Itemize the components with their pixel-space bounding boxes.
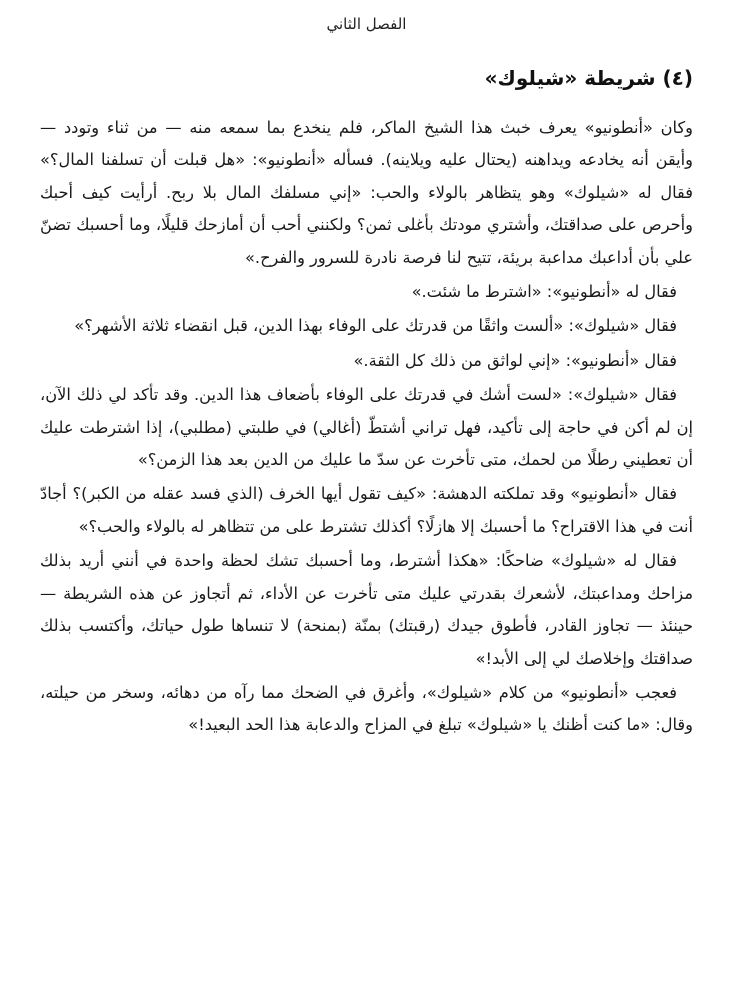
paragraph: فقال «شيلوك»: «لست أشك في قدرتك على الوفاء بأضعاف هذا الدين. وقد تأكد لي ذلك الآن، إن لم أكن في حاجة إلى تأكيد، فهل تراني أشتطّ (أغالي) في طلبتي (مطلبي)، إذا اشترطت عليك أن تعطيني رطلًا من لحمك، متى تأخرت عن سدّ ما عليك من الدين بعد هذا الزمن؟» <box>40 385 693 470</box>
paragraph: فقال له «أنطونيو»: «اشترط ما شئت.» <box>411 282 677 302</box>
paragraph: فقال «أنطونيو»: «إني لواثق من ذلك كل الثقة.» <box>353 350 677 370</box>
section-title: (٤) شريطة «شيلوك» <box>484 66 693 90</box>
body-text <box>40 112 693 744</box>
paragraph: وكان «أنطونيو» يعرف خبث هذا الشيخ الماكر، فلم ينخدع بما سمعه منه — من ثناء وتودد — وأيقن أنه يخادعه ويداهنه (يحتال عليه ويلاينه). فسأله «أنطونيو»: «هل قبلت أن تسلفنا المال؟» فقال له «شيلوك» وهو يتظاهر بالولاء والحب: «إني مسلفك المال بلا ربح. أرأيت كيف أحبك وأحرص على صداقتك، وأشتري مودتك بأغلى ثمن؟ ولكنني أحب أن أمازحك قليلًا، وما أحسبك تضنّ علي بأن أداعبك مداعبة بريئة، تتيح لنا فرصة نادرة للسرور والفرح.» <box>40 118 693 267</box>
paragraph: فقال له «شيلوك» ضاحكًا: «هكذا أشترط، وما أحسبك تشك لحظة واحدة في أنني أريد بذلك مزاحك ومداعبتك، لأشعرك بقدرتي عليك متى تأخرت عن الأداء، ثم أتجاوز عن هذه الشريطة — حينئذ — تجاوز القادر، فأطوق جيدك (رقبتك) بمنّة (بمنحة) لا تنساها طول حياتك، وأكتسب بذلك صداقتك وإخلاصك لي إلى الأبد!» <box>40 551 693 668</box>
chapter-header: الفصل الثاني <box>326 15 407 33</box>
paragraph: فقال «أنطونيو» وقد تملكته الدهشة: «كيف تقول أيها الخرف (الذي فسد عقله من الكبر)؟ أجادّ أنت في هذا الاقتراح؟ ما أحسبك إلا هازلًا؟ أكذلك تشترط على من تتظاهر له بالولاء والحب؟» <box>40 484 693 536</box>
paragraph: فقال «شيلوك»: «ألست واثقًا من قدرتك على الوفاء بهذا الدين، قبل انقضاء ثلاثة الأشهر؟» <box>74 316 677 336</box>
paragraph: فعجب «أنطونيو» من كلام «شيلوك»، وأغرق في الضحك مما رآه من دهائه، وسخر من حيلته، وقال: «ما كنت أظنك يا «شيلوك» تبلغ في المزاح والدعابة هذا الحد البعيد!» <box>40 682 693 735</box>
